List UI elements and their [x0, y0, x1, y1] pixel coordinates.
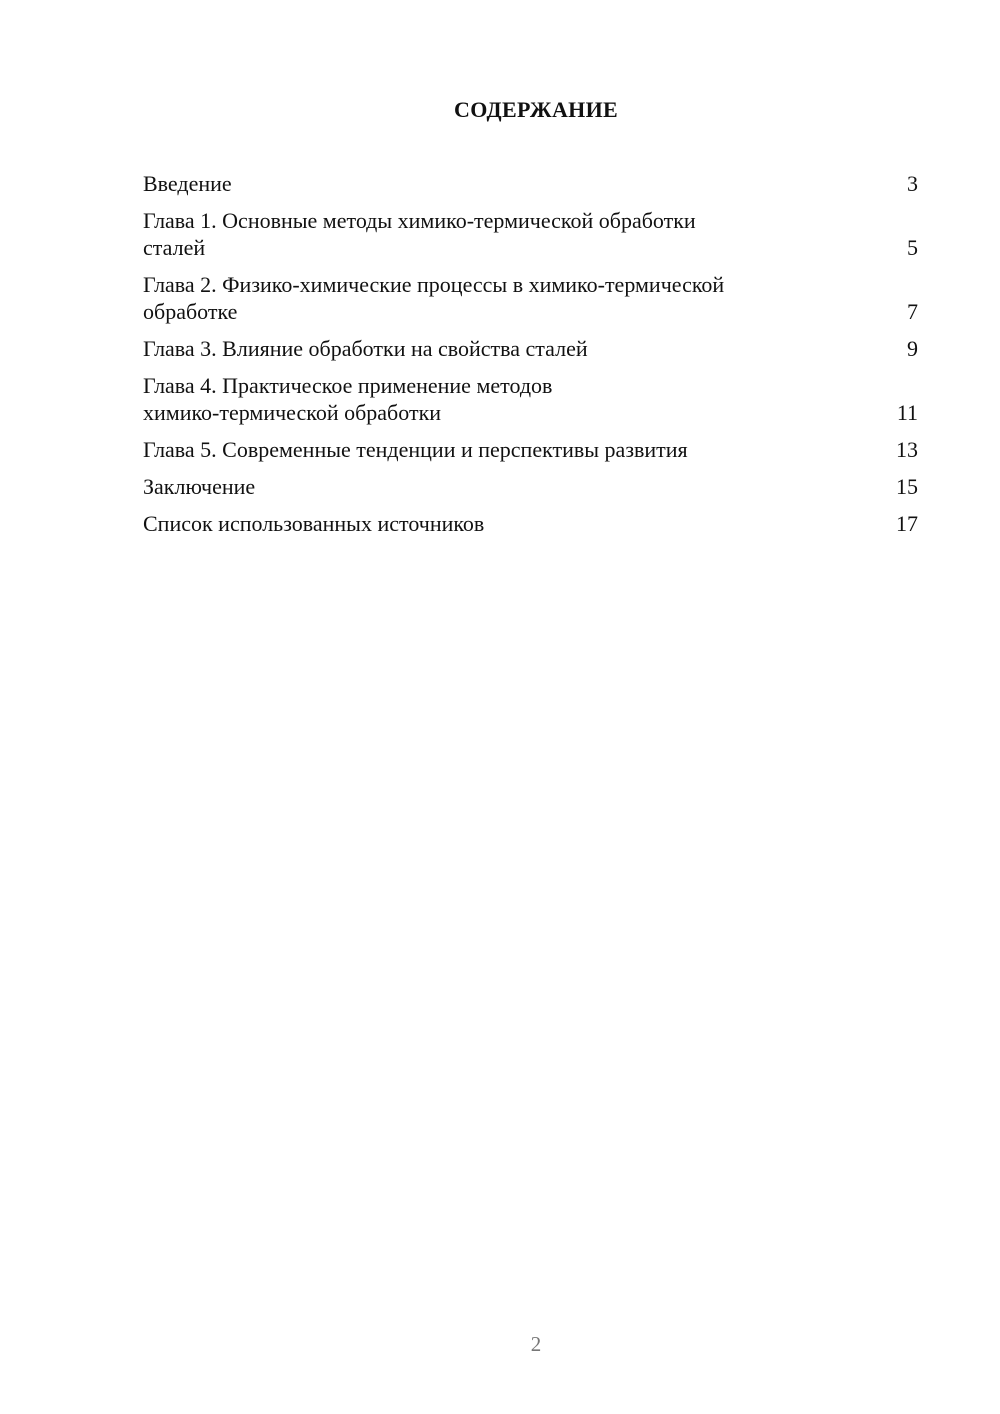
- toc-entry-references: [143, 510, 918, 537]
- toc-entry-text: [143, 436, 823, 463]
- toc-entry-page: 17: [896, 511, 918, 536]
- toc-entry-line: сталей: [143, 235, 206, 260]
- toc-entry-text: [143, 207, 823, 261]
- toc-entry-chapter-1: [143, 207, 918, 261]
- toc-entry-page: 7: [907, 299, 918, 324]
- toc-entry-page: 11: [896, 400, 918, 425]
- toc-entry-line: Глава 4. Практическое применение методов: [143, 373, 553, 398]
- toc-entry-line: химико-термической обработки: [143, 400, 442, 425]
- toc-entry-line: Список использованных источников: [143, 511, 485, 536]
- toc-entry-chapter-4: [143, 372, 918, 426]
- toc-entry-chapter-5: [143, 436, 918, 463]
- toc-entry-text: [143, 372, 823, 426]
- toc-entry-text: [143, 170, 823, 197]
- toc-entry-text: [143, 335, 823, 362]
- toc-entry-page: 13: [896, 437, 918, 462]
- toc-list: [143, 170, 918, 547]
- toc-entry-page: 3: [907, 171, 918, 196]
- toc-entry-text: [143, 473, 823, 500]
- toc-entry-line: Введение: [143, 171, 232, 196]
- toc-entry-chapter-3: [143, 335, 918, 362]
- toc-entry-line: Заключение: [143, 474, 256, 499]
- toc-entry-text: [143, 271, 823, 325]
- page-number: 2: [530, 1332, 542, 1356]
- toc-entry-line: обработке: [143, 299, 238, 324]
- toc-entry-page: 15: [896, 474, 918, 499]
- toc-entry-line: Глава 1. Основные методы химико-термической обработки: [143, 208, 696, 233]
- toc-entry-conclusion: [143, 473, 918, 500]
- toc-title: СОДЕРЖАНИЕ: [454, 97, 618, 122]
- toc-entry-page: 5: [907, 235, 918, 260]
- toc-entry-line: Глава 5. Современные тенденции и перспективы развития: [143, 437, 688, 462]
- toc-entry-introduction: [143, 170, 918, 197]
- toc-entry-chapter-2: [143, 271, 918, 325]
- toc-entry-page: 9: [907, 336, 918, 361]
- toc-entry-line: Глава 3. Влияние обработки на свойства сталей: [143, 336, 588, 361]
- toc-entry-line: Глава 2. Физико-химические процессы в химико-термической: [143, 272, 725, 297]
- toc-entry-text: [143, 510, 823, 537]
